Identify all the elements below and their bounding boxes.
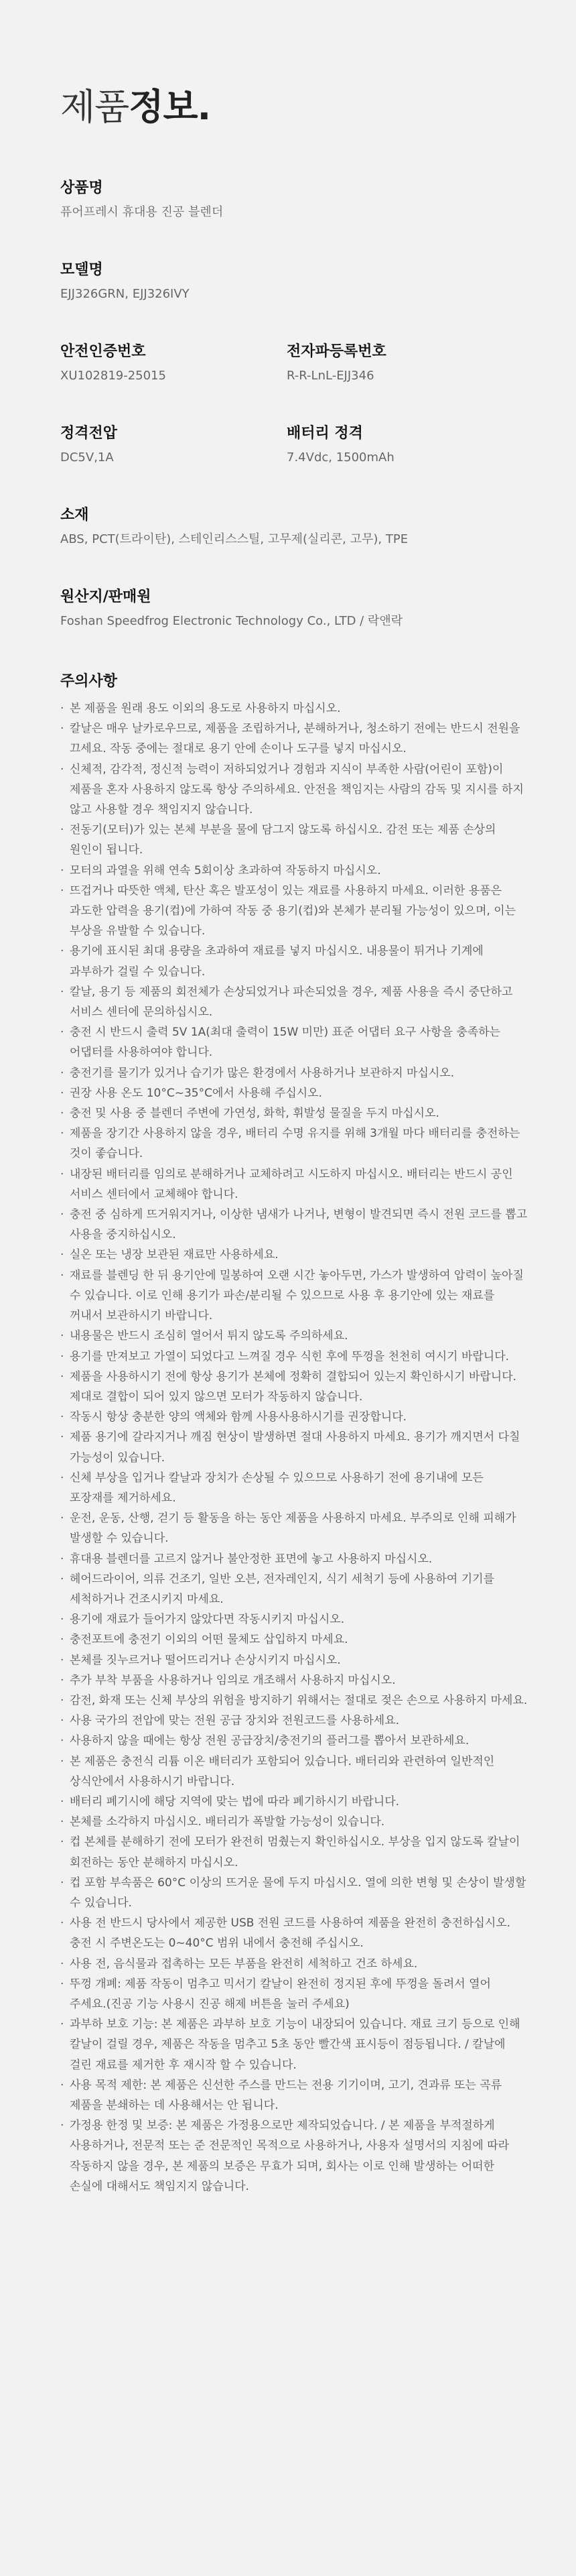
- spec-origin: [60, 587, 516, 630]
- caution-item: · 사용 전, 음식물과 접촉하는 모든 부품을 완전히 세척하고 건조 하세요.: [60, 1954, 529, 1974]
- spec-row-certifications: [60, 342, 516, 385]
- caution-item: · 본 제품을 원래 용도 이외의 용도로 사용하지 마십시오.: [60, 698, 529, 719]
- caution-item: · 신체적, 감각적, 정신적 능력이 저하되었거나 경험과 지식이 부족한 사람(어린이 포함)이 제품을 혼자 사용하지 않도록 항상 주의하세요. 안전을 책임지는 사람의 감독 및 지시를 하지 않고 사용할 경우 책임지지 않습니다.: [60, 759, 529, 820]
- caution-title: 주의사항: [60, 673, 118, 690]
- spec-safety-cert: [60, 342, 287, 385]
- caution-item: · 용기에 표시된 최대 용량을 초과하여 재료를 넣지 마십시오. 내용물이 튀거나 기계에 과부하가 걸릴 수 있습니다.: [60, 941, 529, 981]
- caution-item: · 충전 시 반드시 출력 5V 1A(최대 출력이 15W 미만) 표준 어댑터 요구 사항을 충족하는 어댑터를 사용하여야 합니다.: [60, 1022, 529, 1062]
- caution-item: · 신체 부상을 입거나 칼날과 장치가 손상될 수 있으므로 사용하기 전에 용기내에 모든 포장재를 제거하세요.: [60, 1468, 529, 1508]
- spec-emc-cert: [287, 342, 386, 385]
- caution-item: · 제품 용기에 갈라지거나 깨짐 현상이 발생하면 절대 사용하지 마세요. 용기가 깨지면서 다칠 가능성이 있습니다.: [60, 1427, 529, 1467]
- caution-item: · 작동시 항상 충분한 양의 액체와 함께 사용사용하시기를 권장합니다.: [60, 1407, 529, 1427]
- caution-section: [60, 672, 528, 2197]
- caution-item: · 칼날은 매우 날카로우므로, 제품을 조립하거나, 분해하거나, 청소하기 전에는 반드시 전원을 끄세요. 작동 중에는 절대로 용기 안에 손이나 도구를 넣지 마십시오.: [60, 719, 529, 759]
- spec-value: EJJ326GRN, EJJ326IVY: [60, 287, 190, 301]
- caution-item: · 운전, 운동, 산행, 걷기 등 활동을 하는 동안 제품을 사용하지 마세요. 부주의로 인해 피해가 발생할 수 있습니다.: [60, 1508, 529, 1548]
- caution-item: · 제품을 장기간 사용하지 않을 경우, 배터리 수명 유지를 위해 3개월 마다 배터리를 충전하는 것이 좋습니다.: [60, 1123, 529, 1164]
- caution-item: · 제품을 사용하시기 전에 항상 용기가 본체에 정확히 결합되어 있는지 확인하시기 바랍니다. 제대로 결합이 되어 있지 않으면 모터가 작동하지 않습니다.: [60, 1367, 529, 1407]
- spec-label: 원산지/판매원: [60, 589, 151, 605]
- caution-item: · 칼날, 용기 등 제품의 회전체가 손상되었거나 파손되었을 경우, 제품 사용을 즉시 중단하고 서비스 센터에 문의하십시오.: [60, 982, 529, 1022]
- caution-item: · 실온 또는 냉장 보관된 재료만 사용하세요.: [60, 1245, 529, 1265]
- caution-item: · 휴대용 블렌더를 고르지 않거나 불안정한 표면에 놓고 사용하지 마십시오.: [60, 1549, 529, 1569]
- spec-row-power: [60, 424, 516, 467]
- caution-item: · 내용물은 반드시 조심히 열어서 튀지 않도록 주의하세요.: [60, 1326, 529, 1346]
- caution-item: · 사용 전 반드시 당사에서 제공한 USB 전원 코드를 사용하여 제품을 완전히 충전하십시오. 충전 시 주변온도는 0~40°C 범위 내에서 충전해 주십시오.: [60, 1913, 529, 1953]
- caution-item: · 전동기(모터)가 있는 본체 부분을 물에 담그지 않도록 하십시오. 감전 또는 제품 손상의 원인이 됩니다.: [60, 820, 529, 860]
- caution-item: · 배터리 폐기시에 해당 지역에 맞는 법에 따라 폐기하시기 바랍니다.: [60, 1792, 529, 1812]
- caution-item: · 충전 중 심하게 뜨거워지거나, 이상한 냄새가 나거나, 변형이 발견되면 즉시 전원 코드를 뽑고 사용을 중지하십시오.: [60, 1205, 529, 1245]
- caution-item: · 본체를 소각하지 마십시오. 배터리가 폭발할 가능성이 있습니다.: [60, 1812, 529, 1832]
- caution-item: · 컵 본체를 분해하기 전에 모터가 완전히 멈췄는지 확인하십시오. 부상을 입지 않도록 칼날이 회전하는 동안 분해하지 마십시오.: [60, 1832, 529, 1872]
- spec-list: [60, 178, 516, 630]
- page-title-light: 제품: [60, 86, 129, 128]
- caution-item: · 본 제품은 충전식 리튬 이온 배터리가 포함되어 있습니다. 배터리와 관련하여 일반적인 상식안에서 사용하시기 바랍니다.: [60, 1752, 529, 1792]
- spec-value: 7.4Vdc, 1500mAh: [287, 450, 394, 465]
- page-title-bold: 정보: [129, 86, 198, 128]
- spec-value: DC5V,1A: [60, 450, 114, 465]
- spec-value: XU102819-25015: [60, 369, 166, 383]
- spec-battery: [287, 424, 394, 467]
- caution-item: · 컵 포함 부속품은 60°C 이상의 뜨거운 물에 두지 마십시오. 열에 의한 변형 및 손상이 발생할 수 있습니다.: [60, 1873, 529, 1913]
- spec-label: 배터리 정격: [287, 425, 363, 442]
- caution-item: · 권장 사용 온도 10°C~35°C에서 사용해 주십시오.: [60, 1083, 529, 1103]
- spec-label: 상품명: [60, 180, 103, 196]
- spec-rated-voltage: [60, 424, 287, 467]
- spec-label: 모델명: [60, 261, 103, 278]
- spec-model: [60, 260, 516, 303]
- spec-value: Foshan Speedfrog Electronic Technology Co., LTD / 락앤락: [60, 614, 403, 628]
- caution-item: · 헤어드라이어, 의류 건조기, 일반 오븐, 전자레인지, 식기 세척기 등에 사용하여 기기를 세척하거나 건조시키지 마세요.: [60, 1569, 529, 1609]
- spec-label: 소재: [60, 507, 89, 524]
- spec-label: 전자파등록번호: [287, 343, 386, 360]
- caution-item: · 감전, 화재 또는 신체 부상의 위험을 방지하기 위해서는 절대로 젖은 손으로 사용하지 마세요.: [60, 1691, 529, 1711]
- caution-item: · 모터의 과열을 위해 연속 5회이상 초과하여 작동하지 마십시오.: [60, 861, 529, 881]
- caution-item: · 용기에 재료가 들어가지 않았다면 작동시키지 마십시오.: [60, 1609, 529, 1630]
- spec-value: R-R-LnL-EJJ346: [287, 369, 374, 383]
- caution-item: · 사용 국가의 전압에 맞는 전원 공급 장치와 전원코드를 사용하세요.: [60, 1711, 529, 1731]
- caution-item: · 재료를 블렌딩 한 뒤 용기안에 밀봉하여 오랜 시간 놓아두면, 가스가 발생하여 압력이 높아질 수 있습니다. 이로 인해 용기가 파손/분리될 수 있으므로 사용 후 용기안에 있는 재료를 꺼내서 보관하시기 바랍니다.: [60, 1266, 529, 1327]
- caution-item: · 충전 및 사용 중 블렌더 주변에 가연성, 화학, 휘발성 물질을 두지 마십시오.: [60, 1103, 529, 1123]
- caution-item: · 추가 부착 부품을 사용하거나 임의로 개조해서 사용하지 마십시오.: [60, 1670, 529, 1691]
- spec-label: 안전인증번호: [60, 343, 146, 360]
- caution-item: · 과부하 보호 기능: 본 제품은 과부하 보호 기능이 내장되어 있습니다. 재료 크기 등으로 인해 칼날이 걸릴 경우, 제품은 작동을 멈추고 5초 동안 빨간색 표시등이 점등됩니다. / 칼날에 걸린 재료를 제거한 후 재시작 할 수 있습니다.: [60, 2014, 529, 2075]
- caution-item: · 사용 목적 제한: 본 제품은 신선한 주스를 만드는 전용 기기이며, 고기, 견과류 또는 곡류 제품을 분쇄하는 데 사용해서는 안 됩니다.: [60, 2075, 529, 2115]
- spec-label: 정격전압: [60, 425, 118, 442]
- page-title-dot: .: [197, 86, 211, 128]
- page-title: [60, 86, 516, 129]
- spec-product-name: [60, 178, 516, 221]
- caution-item: · 용기를 만져보고 가열이 되었다고 느껴질 경우 식힌 후에 뚜껑을 천천히 여시기 바랍니다.: [60, 1347, 529, 1367]
- spec-material: [60, 505, 516, 548]
- caution-item: · 충전포트에 충전기 이외의 어떤 물체도 삽입하지 마세요.: [60, 1630, 529, 1650]
- caution-list: [60, 698, 529, 2197]
- caution-item: · 뜨겁거나 따뜻한 액체, 탄산 혹은 발포성이 있는 재료를 사용하지 마세요. 이러한 용품은 과도한 압력을 용기(컵)에 가하여 작동 중 용기(컵)와 본체가 분리될 가능성이 있으며, 이는 부상을 유발할 수 있습니다.: [60, 881, 529, 942]
- caution-item: · 충전기를 물기가 있거나 습기가 많은 환경에서 사용하거나 보관하지 마십시오.: [60, 1063, 529, 1083]
- spec-value: ABS, PCT(트라이탄), 스테인리스스틸, 고무제(실리콘, 고무), TPE: [60, 532, 409, 546]
- caution-item: · 뚜껑 개폐: 제품 작동이 멈추고 믹서기 칼날이 완전히 정지된 후에 뚜껑을 돌려서 열어 주세요.(진공 기능 사용시 진공 해제 버튼을 눌러 주세요): [60, 1974, 529, 2014]
- caution-item: · 내장된 배터리를 임의로 분해하거나 교체하려고 시도하지 마십시오. 배터리는 반드시 공인 서비스 센터에서 교체해야 합니다.: [60, 1164, 529, 1205]
- caution-item: · 사용하지 않을 때에는 항상 전원 공급장치/충전기의 플러그를 뽑아서 보관하세요.: [60, 1731, 529, 1751]
- caution-item: · 본체를 짓누르거나 떨어뜨리거나 손상시키지 마십시오.: [60, 1650, 529, 1670]
- caution-item: · 가정용 한정 및 보증: 본 제품은 가정용으로만 제작되었습니다. / 본 제품을 부적절하게 사용하거나, 전문적 또는 준 전문적인 목적으로 사용하거나, 사용자 설명서의 지침에 따라 작동하지 않을 경우, 본 제품의 보증은 무효가 되며, 회사는 이로 인해 발생하는 어떠한 손실에 대해서도 책임지지 않습니다.: [60, 2115, 529, 2197]
- spec-value: 퓨어프레시 휴대용 진공 블렌더: [60, 205, 224, 219]
